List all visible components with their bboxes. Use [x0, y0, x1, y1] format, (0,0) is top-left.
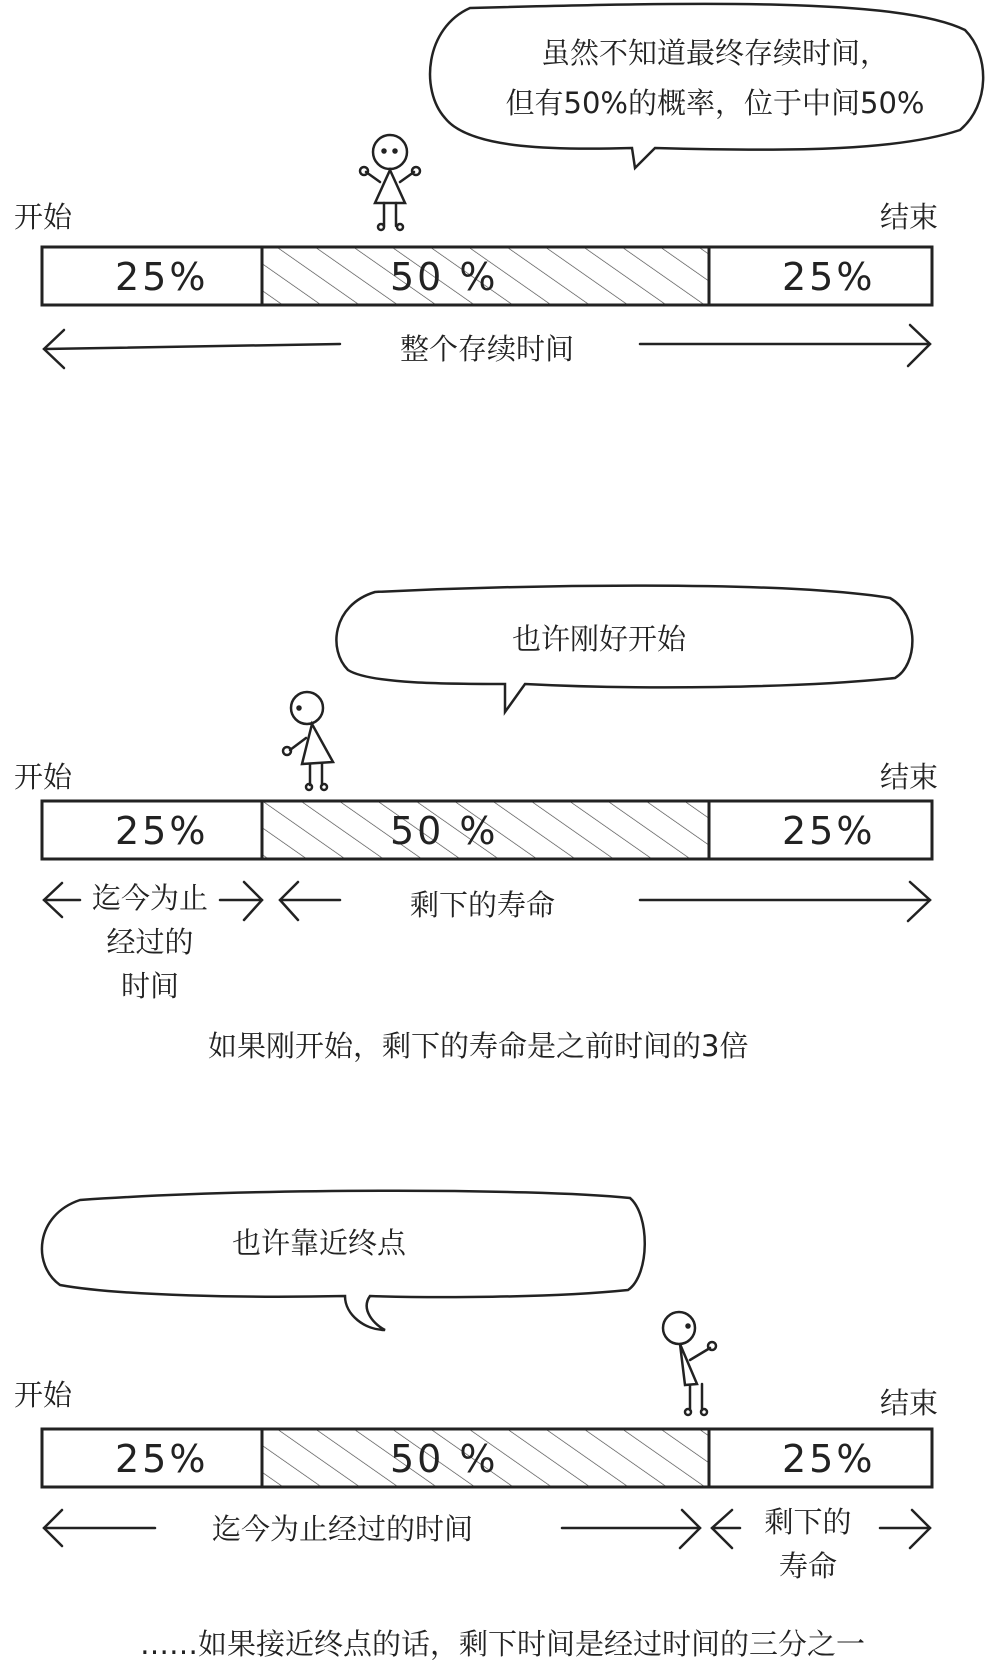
segment-left-pct-1: 25%: [115, 255, 209, 299]
panel-3: [42, 1191, 932, 1548]
remaining-label-2: 剩下的寿命: [410, 888, 556, 922]
bubble-1-line-2: 但有50%的概率，位于中间50%: [505, 86, 925, 120]
person-figure-1: [360, 135, 420, 230]
person-figure-2: [283, 692, 333, 790]
bubble-1-line-1: 虽然不知道最终存续时间，: [540, 36, 889, 70]
bubble-2-text: 也许刚好开始: [512, 622, 687, 656]
total-duration-label: 整个存续时间: [400, 332, 575, 366]
caption-2: 如果刚开始，剩下的寿命是之前时间的3倍: [208, 1029, 749, 1063]
bubble-1-text: [470, 28, 960, 128]
person-figure-3: [663, 1312, 716, 1415]
segment-mid-pct-1: 50 %: [390, 255, 499, 299]
elapsed-line-2: 经过的: [106, 925, 194, 959]
end-label-3: 结束: [880, 1386, 939, 1420]
elapsed-label-3: 迄今为止经过的时间: [212, 1512, 474, 1546]
bubble-3-text: 也许靠近终点: [232, 1226, 407, 1260]
panel-2: [42, 586, 932, 921]
start-label-3: 开始: [14, 1378, 73, 1412]
segment-mid-pct-3: 50 %: [390, 1437, 499, 1481]
elapsed-line-3: 时间: [120, 969, 179, 1003]
segment-right-pct-1: 25%: [782, 255, 876, 299]
end-label-2: 结束: [880, 760, 939, 794]
segment-right-pct-2: 25%: [782, 809, 876, 853]
remaining-line-2: 寿命: [778, 1549, 837, 1583]
end-label-1: 结束: [880, 200, 939, 234]
segment-right-pct-3: 25%: [782, 1437, 876, 1481]
segment-left-pct-2: 25%: [115, 809, 209, 853]
elapsed-line-1: 迄今为止: [91, 881, 208, 915]
remaining-line-1: 剩下的: [764, 1505, 852, 1539]
elapsed-label-2: [70, 876, 230, 1008]
start-label-1: 开始: [14, 200, 73, 234]
start-label-2: 开始: [14, 760, 73, 794]
remaining-label-3: [748, 1500, 868, 1588]
segment-left-pct-3: 25%: [115, 1437, 209, 1481]
caption-3: ……如果接近终点的话，剩下时间是经过时间的三分之一: [140, 1627, 866, 1661]
segment-mid-pct-2: 50 %: [390, 809, 499, 853]
